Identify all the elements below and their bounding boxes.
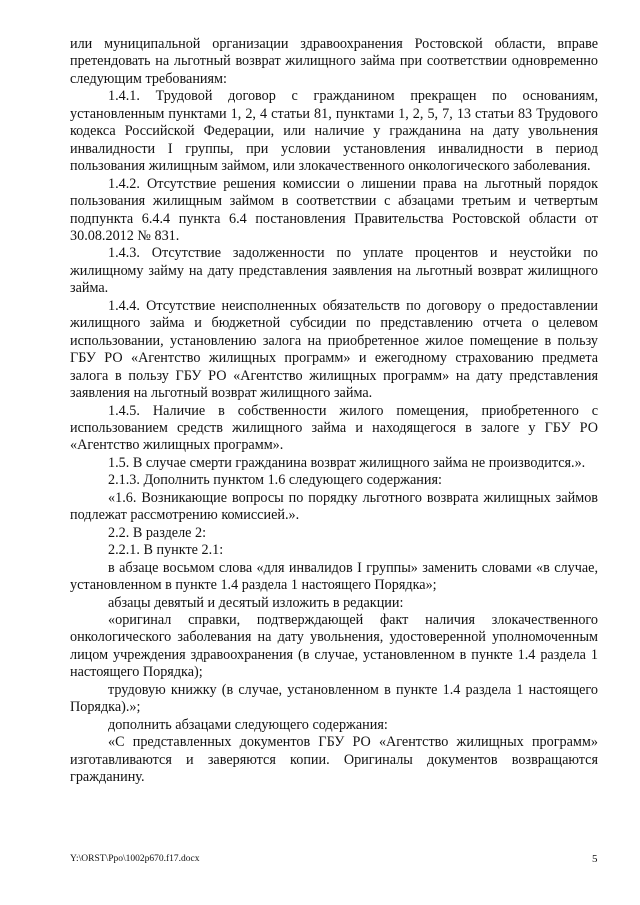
footer-file-path: Y:\ORST\Ppo\1002p670.f17.docx [70,854,200,864]
paragraph: 1.5. В случае смерти гражданина возврат жилищного займа не производится.». [108,454,586,471]
paragraph: 1.4.5. Наличие в собственности жилого помещения, приобретенного с использованием средств жилищного займа и находящегося в залоге у ГБУ РО «Агентство жилищных программ». [70,402,598,454]
paragraph: 1.4.3. Отсутствие задолженности по уплате процентов и неустойки по жилищному займу на дату представления заявления на льготный возврат жилищного займа. [70,245,598,297]
paragraph: 1.4.4. Отсутствие неисполненных обязательств по договору о предоставлении жилищного займа и бюджетной субсидии по представлению отчета о целевом использовании, установлению залога на приобретенное жилое помещение в пользу ГБУ РО «Агентство жилищных программ» и ежегодному страхованию предмета залога в пользу ГБУ РО «Агентство жилищных программ» на дату представления заявления на льготный возврат жилищного займа. [70,297,598,402]
paragraph: 1.4.2. Отсутствие решения комиссии о лишении права на льготный порядок пользования жилищным займом в соответствии с абзацами третьим и четвертым подпункта 6.4.4 пункта 6.4 постановления Правительства Ростовской области от 30.08.2012 № 831. [70,175,598,244]
paragraph: абзацы девятый и десятый изложить в редакции: [108,594,404,611]
paragraph: «С представленных документов ГБУ РО «Агентство жилищных программ» изготавливаются и заверяются копии. Оригиналы документов возвращаются гражданину. [70,734,598,786]
paragraph: трудовую книжку (в случае, установленном в пункте 1.4 раздела 1 настоящего Порядка).»; [70,681,598,716]
paragraph: дополнить абзацами следующего содержания: [108,716,388,733]
document-body [70,36,598,786]
paragraph: 2.2. В разделе 2: [108,524,207,541]
paragraph: «оригинал справки, подтверждающей факт наличия злокачественного онкологического заболевания на дату увольнения, удостоверенной уполномоченным лицом учреждения здравоохранения (в случае, установленном в пункте 1.4 раздела 1 настоящего Порядка); [70,611,598,681]
paragraph: или муниципальной организации здравоохранения Ростовской области, вправе претендовать на льготный возврат жилищного займа при соответствии одновременно следующим требованиям: [70,36,598,87]
paragraph: 2.2.1. В пункте 2.1: [108,542,224,559]
page-number: 5 [592,853,598,865]
paragraph: в абзаце восьмом слова «для инвалидов I группы» заменить словами «в случае, установленном в пункте 1.4 раздела 1 настоящего Порядка»; [70,559,598,594]
paragraph: 2.1.3. Дополнить пунктом 1.6 следующего содержания: [108,472,442,489]
paragraph: «1.6. Возникающие вопросы по порядку льготного возврата жилищных займов подлежат рассмотрению комиссией.». [70,489,598,524]
paragraph: 1.4.1. Трудовой договор с гражданином прекращен по основаниям, установленным пунктами 1, 2, 4 статьи 81, пунктами 1, 2, 5, 7, 13 статьи 83 Трудового кодекса Российской Федерации, или наличие у гражданина на дату увольнения инвалидности I группы, при условии установления инвалидности в период пользования жилищным займом, или злокачественного онкологического заболевания. [70,88,598,175]
